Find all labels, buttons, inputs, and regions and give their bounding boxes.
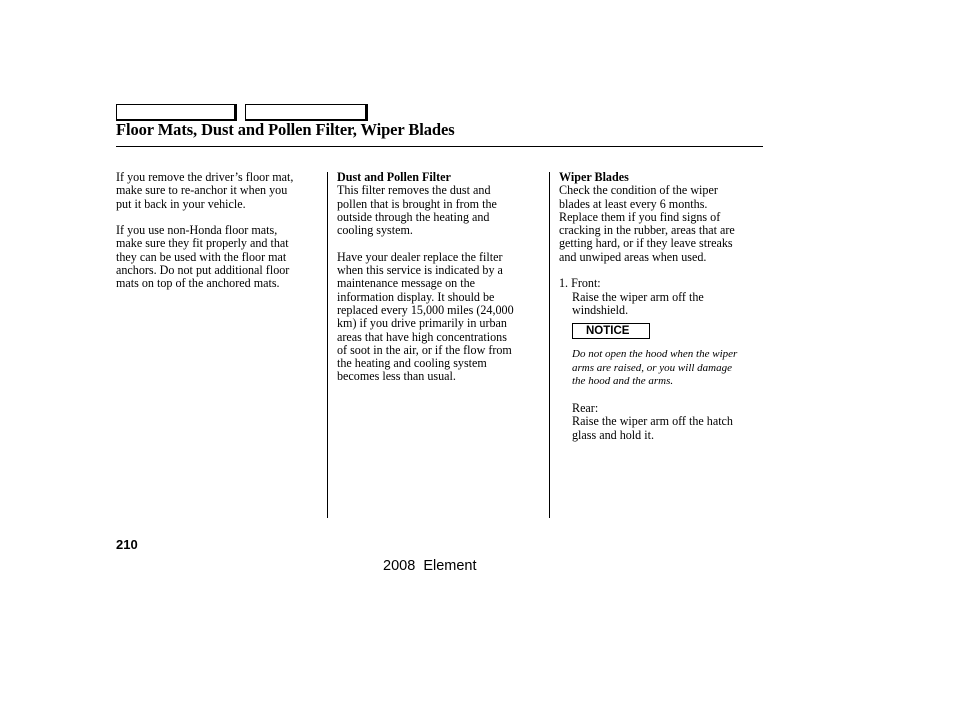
footer-model: 2008 Element bbox=[383, 558, 477, 574]
column-floor-mats bbox=[116, 171, 318, 291]
text-line: If you use non-Honda floor mats, bbox=[116, 223, 278, 238]
text-line: anchors. Do not put additional floor bbox=[116, 263, 290, 278]
text-line: getting hard, or if they leave streaks bbox=[559, 236, 733, 251]
text-line: Do not open the hood when the wiper bbox=[572, 348, 738, 361]
text-line: they can be used with the floor mat bbox=[116, 249, 287, 264]
column-divider-2 bbox=[549, 172, 550, 518]
text-line: Raise the wiper arm off the hatch bbox=[572, 414, 733, 429]
text-line: If you remove the driver’s floor mat, bbox=[116, 170, 294, 184]
floor-mats-paragraph-2 bbox=[116, 224, 318, 290]
text-line: Raise the wiper arm off the bbox=[572, 289, 704, 304]
step-front-text bbox=[559, 291, 769, 318]
step-front-label: 1. Front: bbox=[559, 276, 601, 291]
section-heading-dust-filter: Dust and Pollen Filter bbox=[337, 170, 451, 184]
column-divider-1 bbox=[327, 172, 328, 518]
text-line: mats on top of the anchored mats. bbox=[116, 276, 280, 291]
text-line: and unwiped areas when used. bbox=[559, 249, 707, 264]
text-line: Have your dealer replace the filter bbox=[337, 249, 503, 264]
text-line: glass and hold it. bbox=[572, 427, 654, 442]
text-line: maintenance message on the bbox=[337, 276, 476, 291]
text-line: when this service is indicated by a bbox=[337, 263, 503, 278]
text-line: becomes less than usual. bbox=[337, 369, 456, 384]
text-line: cooling system. bbox=[337, 223, 413, 238]
text-line: put it back in your vehicle. bbox=[116, 196, 246, 211]
notice-text bbox=[559, 348, 769, 389]
text-line: arms are raised, or you will damage bbox=[572, 361, 733, 374]
text-line: km) if you drive primarily in urban bbox=[337, 316, 507, 331]
text-line: of soot in the air, or if the flow from bbox=[337, 342, 512, 357]
column-wiper-blades bbox=[559, 171, 769, 442]
column-dust-pollen-filter bbox=[337, 171, 542, 384]
notice-badge: NOTICE bbox=[572, 323, 650, 339]
page-number: 210 bbox=[116, 537, 138, 552]
text-line: the hood and the arms. bbox=[572, 375, 674, 388]
dust-filter-paragraph-1 bbox=[337, 184, 542, 237]
wiper-paragraph-1 bbox=[559, 184, 769, 264]
step-rear-label: Rear: bbox=[572, 401, 599, 416]
text-line: This filter removes the dust and bbox=[337, 183, 491, 198]
text-line: make sure to re-anchor it when you bbox=[116, 183, 288, 198]
text-line: make sure they fit properly and that bbox=[116, 236, 289, 251]
text-line: outside through the heating and bbox=[337, 209, 490, 224]
nav-tab-box-2[interactable] bbox=[245, 104, 368, 121]
dust-filter-paragraph-2 bbox=[337, 251, 542, 384]
text-line: areas that have high concentrations bbox=[337, 329, 507, 344]
text-line: Check the condition of the wiper bbox=[559, 183, 718, 198]
text-line: information display. It should be bbox=[337, 289, 495, 304]
text-line: replaced every 15,000 miles (24,000 bbox=[337, 302, 514, 317]
text-line: blades at least every 6 months. bbox=[559, 196, 708, 211]
title-rule bbox=[116, 146, 763, 147]
floor-mats-paragraph-1 bbox=[116, 171, 318, 211]
text-line: pollen that is brought in from the bbox=[337, 196, 497, 211]
nav-tab-box-1[interactable] bbox=[116, 104, 237, 121]
text-line: the heating and cooling system bbox=[337, 356, 487, 371]
text-line: Replace them if you find signs of bbox=[559, 209, 721, 224]
page-title: Floor Mats, Dust and Pollen Filter, Wiper Blades bbox=[116, 120, 455, 139]
section-heading-wiper-blades: Wiper Blades bbox=[559, 170, 629, 184]
step-rear bbox=[559, 402, 769, 442]
text-line: cracking in the rubber, areas that are bbox=[559, 223, 735, 238]
text-line: windshield. bbox=[572, 302, 629, 317]
